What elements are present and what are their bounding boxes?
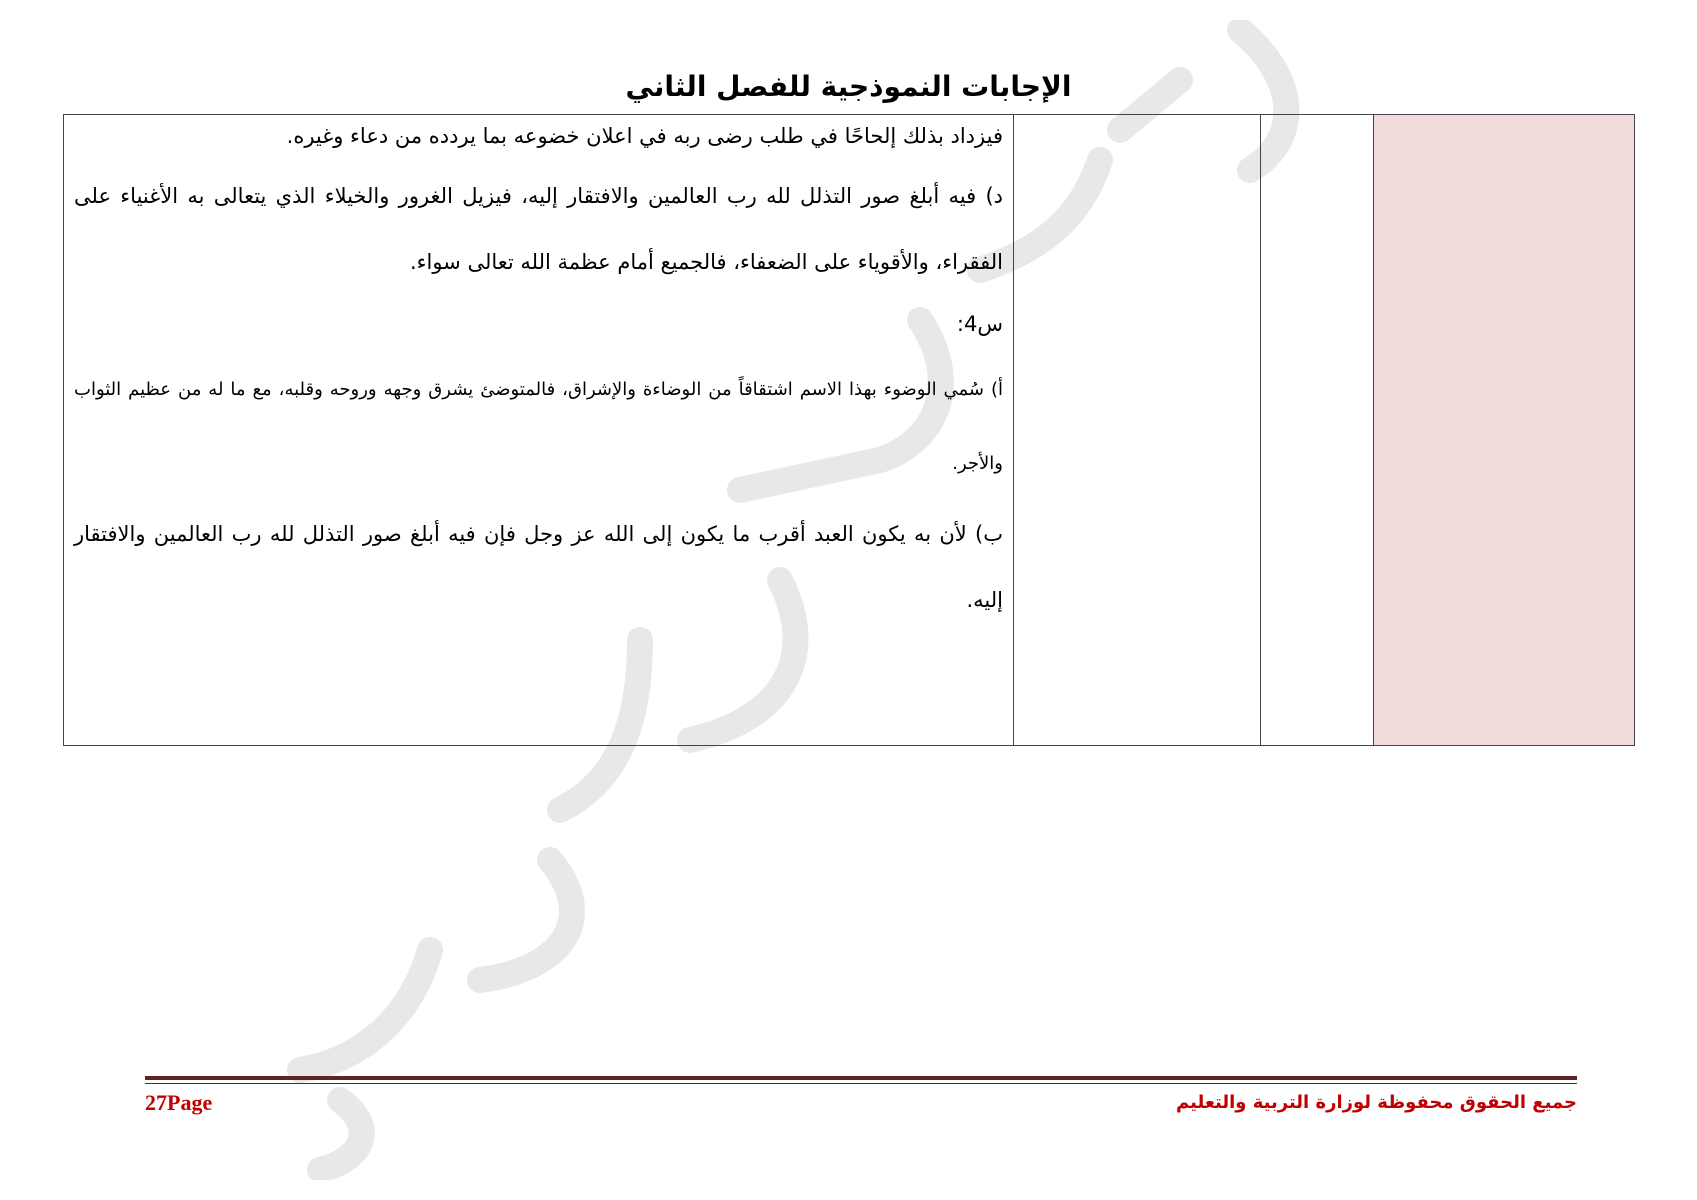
empty-column-cell xyxy=(1261,115,1374,746)
answers-table xyxy=(63,114,1635,746)
shaded-column-cell xyxy=(1374,115,1635,746)
answer-paragraph: أ) سُمي الوضوء بهذا الاسم اشتقاقاً من الوضاءة والإشراق، فالمتوضئ يشرق وجهه وروحه وقلبه، مع ما له من عظيم الثواب والأجر. xyxy=(74,379,1003,474)
empty-column-cell xyxy=(1014,115,1261,746)
answer-paragraph: فيزداد بذلك إلحاحًا في طلب رضى ربه في اعلان خضوعه بما يردده من دعاء وغيره. xyxy=(286,124,1003,148)
answer-paragraph: ب) لأن به يكون العبد أقرب ما يكون إلى الله عز وجل فإن فيه أبلغ صور التذلل لله رب العالمين والافتقار إليه. xyxy=(74,522,1003,612)
question-label: س4: xyxy=(956,312,1003,336)
footer-divider xyxy=(145,1076,1577,1080)
watermark-text: المناهج الدراسية - الكتب المدرسية xyxy=(220,20,235,21)
footer-divider-thin xyxy=(145,1083,1577,1084)
table-row xyxy=(64,115,1635,746)
answer-paragraph: د) فيه أبلغ صور التذلل لله رب العالمين والافتقار إليه، فيزيل الغرور والخيلاء الذي يتعالى به الأغنياء على الفقراء، والأقوياء على الضعفاء، فالجميع أمام عظمة الله تعالى سواء. xyxy=(74,184,1003,274)
page-title: الإجابات النموذجية للفصل الثاني xyxy=(625,70,1072,103)
footer-rights: جميع الحقوق محفوظة لوزارة التربية والتعليم xyxy=(1176,1092,1577,1113)
answer-text-cell xyxy=(64,115,1014,746)
page-number: 27Page xyxy=(145,1090,213,1115)
